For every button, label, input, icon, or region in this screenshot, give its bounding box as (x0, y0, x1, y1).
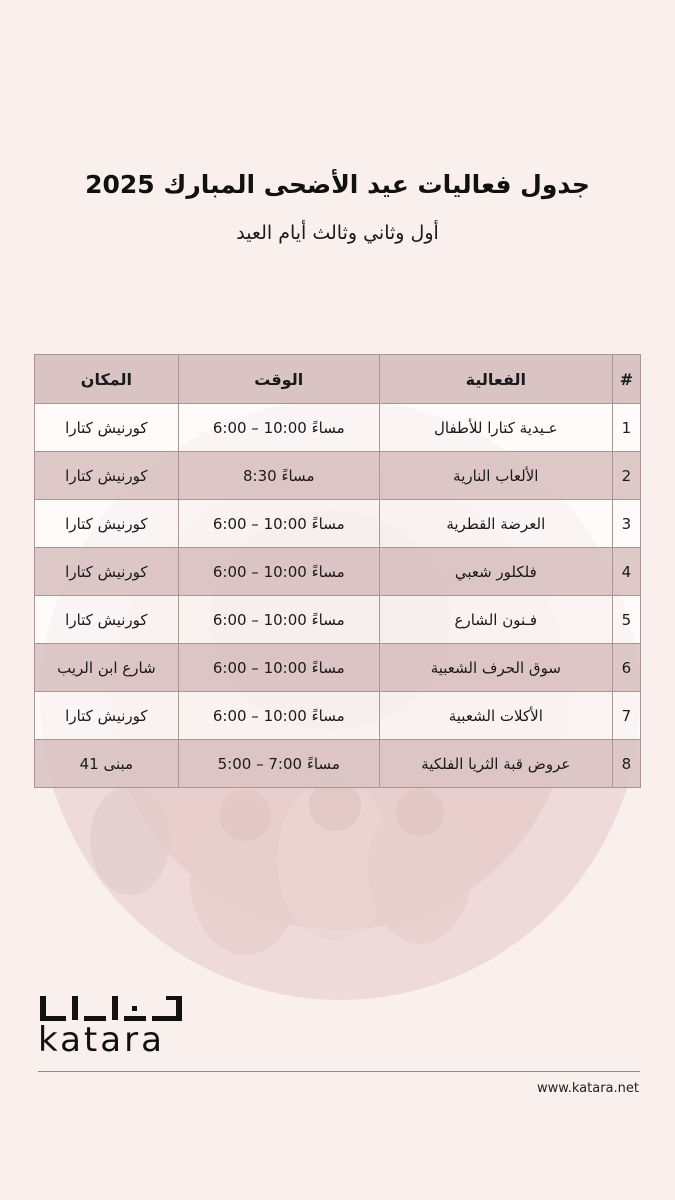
table-row (35, 740, 641, 788)
table-header-row (35, 355, 641, 404)
row-time: 6:00 – 10:00 مساءً (178, 644, 379, 692)
row-place: كورنيش كتارا (35, 452, 179, 500)
column-header-place: المكان (35, 355, 179, 404)
row-event: عـيدية كتارا للأطفال (379, 404, 612, 452)
row-time: 6:00 – 10:00 مساءً (178, 548, 379, 596)
row-number: 7 (612, 692, 640, 740)
page-title: جدول فعاليات عيد الأضحى المبارك 2025 (85, 170, 590, 199)
row-number: 8 (612, 740, 640, 788)
row-place: مبنى 41 (35, 740, 179, 788)
table-row (35, 692, 641, 740)
table-row (35, 452, 641, 500)
row-event: الألعاب النارية (379, 452, 612, 500)
row-place: شارع ابن الريب (35, 644, 179, 692)
row-place: كورنيش كتارا (35, 692, 179, 740)
row-event: فلكلور شعبي (379, 548, 612, 596)
row-event: فـنون الشارع (379, 596, 612, 644)
table-row (35, 500, 641, 548)
row-event: العرضة القطرية (379, 500, 612, 548)
row-number: 5 (612, 596, 640, 644)
column-header-event: الفعالية (379, 355, 612, 404)
row-time: 6:00 – 10:00 مساءً (178, 404, 379, 452)
row-number: 3 (612, 500, 640, 548)
row-time: 8:30 مساءً (178, 452, 379, 500)
page-subtitle: أول وثاني وثالث أيام العيد (236, 222, 439, 244)
table-row (35, 644, 641, 692)
row-event: عروض قبة الثريا الفلكية (379, 740, 612, 788)
row-place: كورنيش كتارا (35, 548, 179, 596)
events-schedule-table (34, 354, 641, 788)
column-header-time: الوقت (178, 355, 379, 404)
column-header-number: # (612, 355, 640, 404)
row-place: كورنيش كتارا (35, 596, 179, 644)
table-row (35, 404, 641, 452)
table-row (35, 596, 641, 644)
row-time: 6:00 – 10:00 مساءً (178, 596, 379, 644)
row-event: سوق الحرف الشعبية (379, 644, 612, 692)
website-link[interactable]: www.katara.net (537, 1081, 639, 1096)
katara-logo-latin: katara (38, 1020, 165, 1060)
row-event: الأكلات الشعبية (379, 692, 612, 740)
row-time: 5:00 – 7:00 مساءً (178, 740, 379, 788)
row-time: 6:00 – 10:00 مساءً (178, 692, 379, 740)
footer-divider (38, 1071, 640, 1072)
row-number: 2 (612, 452, 640, 500)
row-place: كورنيش كتارا (35, 500, 179, 548)
table-row (35, 548, 641, 596)
row-number: 4 (612, 548, 640, 596)
row-number: 1 (612, 404, 640, 452)
row-time: 6:00 – 10:00 مساءً (178, 500, 379, 548)
row-number: 6 (612, 644, 640, 692)
row-place: كورنيش كتارا (35, 404, 179, 452)
